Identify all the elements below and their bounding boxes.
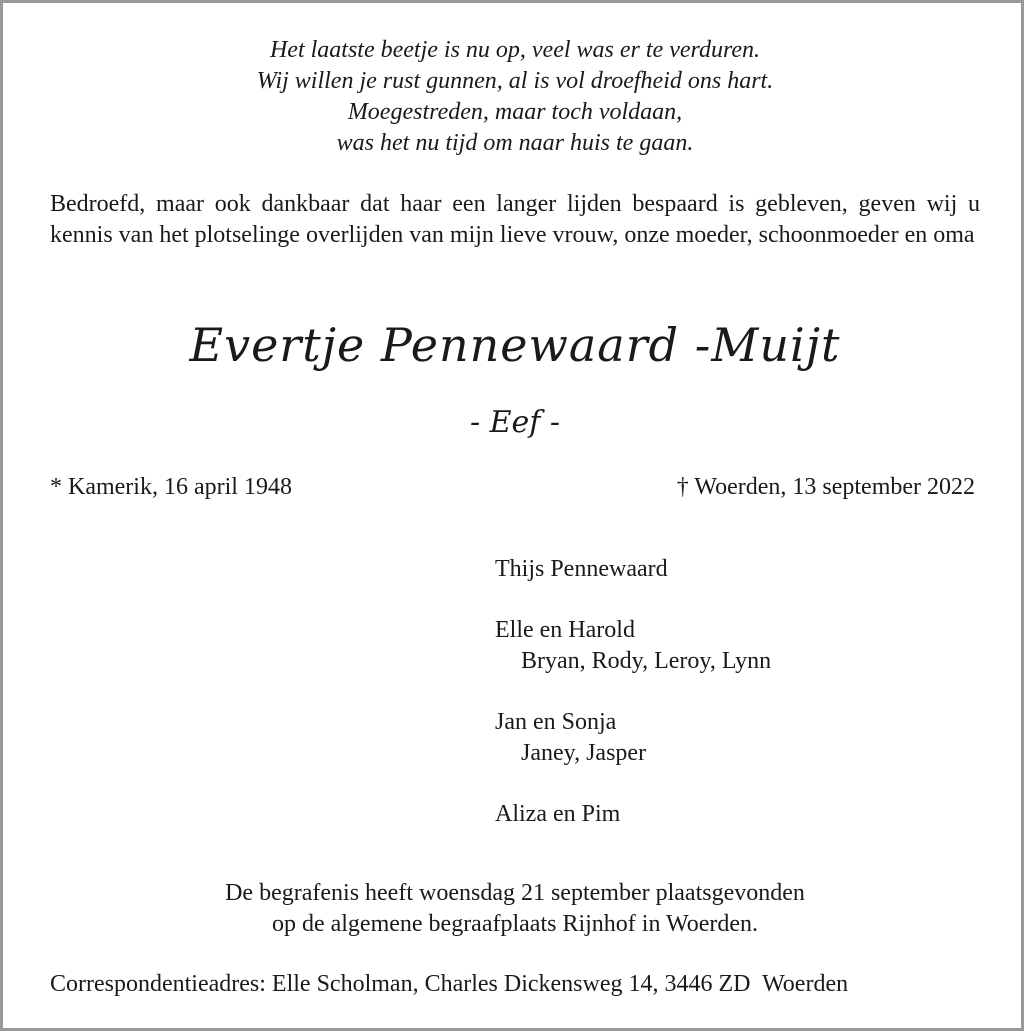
birth-info: * Kamerik, 16 april 1948 <box>50 474 292 500</box>
family-child: Aliza en Pim <box>495 800 621 827</box>
funeral-notice <box>3 878 1024 940</box>
poem-line: Wij willen je rust gunnen, al is vol droefheid ons hart. <box>256 68 774 94</box>
death-info: † Woerden, 13 september 2022 <box>676 474 975 500</box>
poem-line: was het nu tijd om naar huis te gaan. <box>336 130 694 156</box>
funeral-line: op de algemene begraafplaats Rijnhof in Woerden. <box>271 911 759 937</box>
funeral-line: De begrafenis heeft woensdag 21 september plaatsgevonden <box>225 880 805 906</box>
family-grandchildren: Bryan, Rody, Leroy, Lynn <box>521 647 772 674</box>
poem-line: Het laatste beetje is nu op, veel was er te verduren. <box>269 37 761 63</box>
family-list <box>495 554 771 829</box>
deceased-name: Evertje Pennewaard -Muijt <box>189 318 841 372</box>
deceased-nickname: - Eef - <box>469 405 561 440</box>
family-child: Jan en Sonja <box>495 708 617 735</box>
family-child: Elle en Harold <box>495 617 635 644</box>
family-grandchildren: Janey, Jasper <box>521 739 647 766</box>
spacer <box>495 768 771 799</box>
intro-paragraph: Bedroefd, maar ook dankbaar dat haar een langer lijden bespaard is gebleven, geven wij u kennis van het plotselinge overlijden van mijn lieve vrouw, onze moeder, schoonmoeder en oma <box>50 191 980 248</box>
family-spouse: Thijs Pennewaard <box>495 556 668 582</box>
correspondence-address: Correspondentieadres: Elle Scholman, Charles Dickensweg 14, 3446 ZD Woerden <box>50 971 849 997</box>
spacer <box>495 585 771 616</box>
poem-line: Moegestreden, maar toch voldaan, <box>347 99 683 125</box>
spacer <box>495 676 771 707</box>
poem <box>3 35 1024 159</box>
